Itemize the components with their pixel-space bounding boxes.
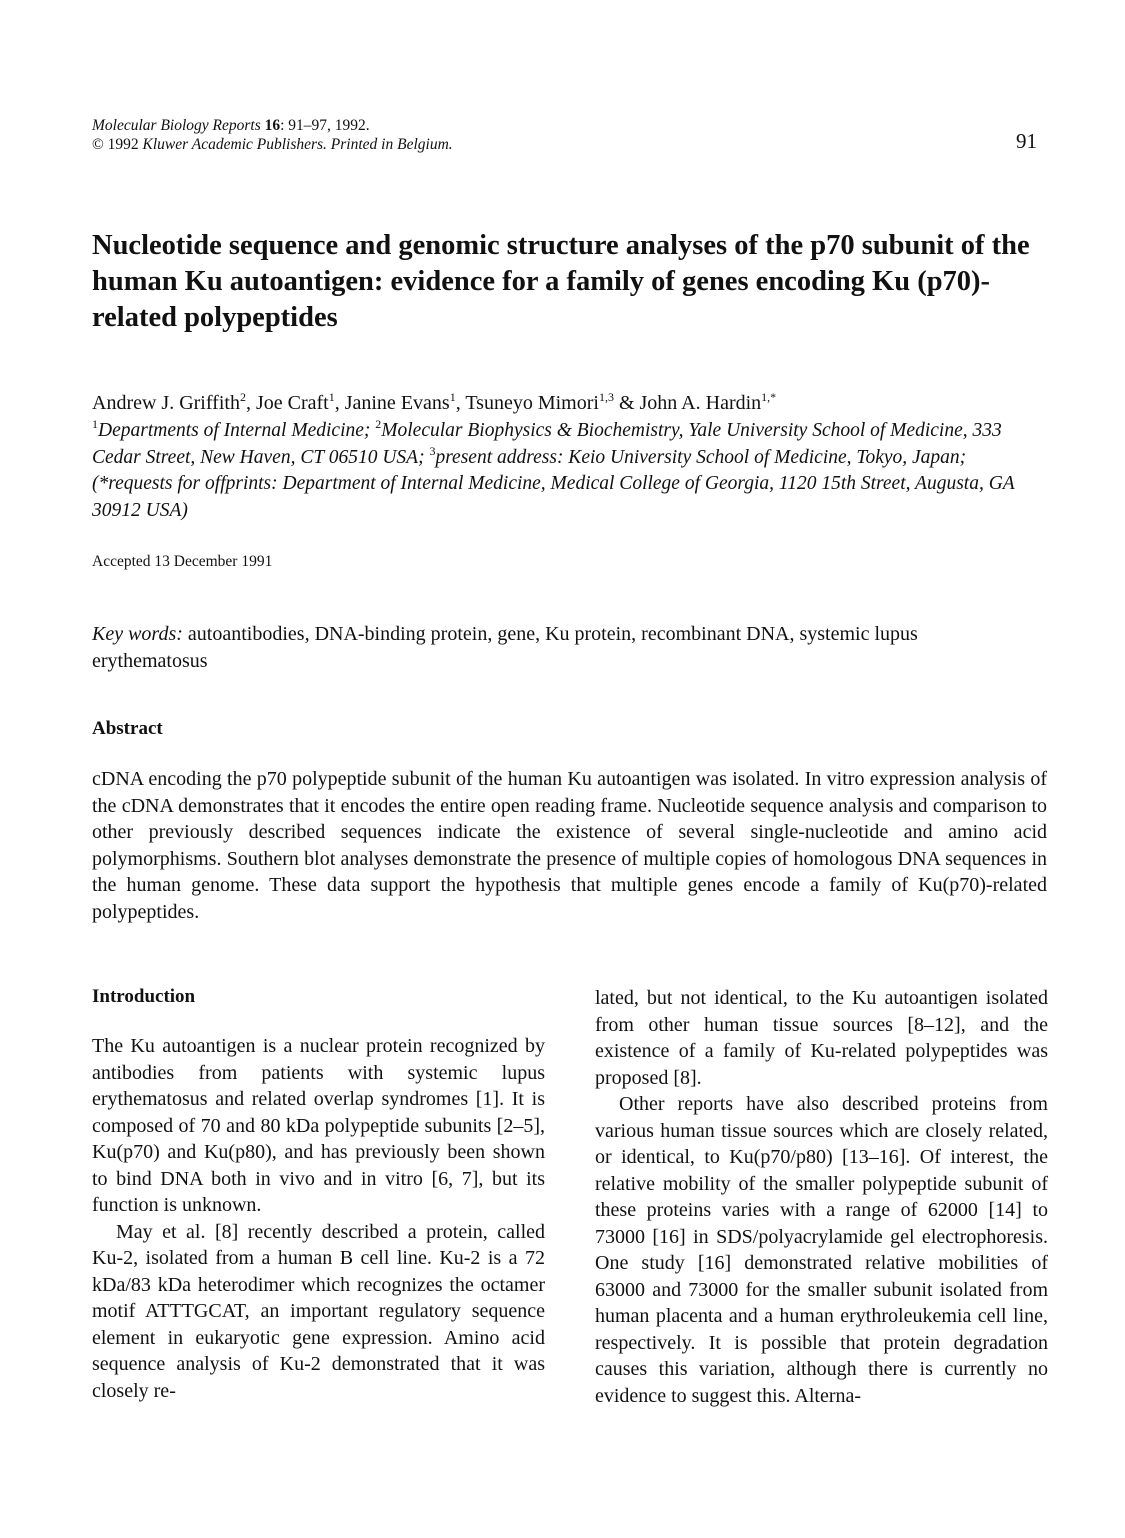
- body-column-right: [595, 985, 1048, 1409]
- affiliation-mark: 3: [429, 443, 436, 458]
- author-affiliation-mark: 1: [449, 390, 456, 404]
- body-paragraph: lated, but not identical, to the Ku autoantigen isolated from other human tissue sources [8–12], and the existence of a family of Ku-related polypeptides was proposed [8].: [595, 987, 1048, 1089]
- author-name: Joe Craft: [255, 392, 329, 414]
- body-paragraph: Other reports have also described proteins from various human tissue sources which are closely related, or identical, to Ku(p70/p80) [13–16]. Of interest, the relative mobility of the smaller polypeptide subunit of these proteins varies with a range of 62000 [14] to 73000 [16] in SDS/polyacrylamide gel electrophoresis. One study [16] demonstrated relative mobilities of 63000 and 73000 for the smaller subunit isolated from human placenta and a human erythroleukemia cell line, respectively. It is possible that protein degradation causes this variation, although there is currently no evidence to suggest this. Alterna-: [595, 1093, 1048, 1407]
- author-affiliation-mark: 1,3: [598, 390, 614, 404]
- author-name: Janine Evans: [344, 392, 450, 414]
- affiliation-text: Departments of Internal Medicine;: [98, 420, 376, 441]
- author-name: Tsuneyo Mimori: [465, 392, 599, 414]
- abstract-text: cDNA encoding the p70 polypeptide subunit of the human Ku autoantigen was isolated. In vitro expression analysis of the cDNA demonstrates that it encodes the entire open reading frame. Nucleotide sequence analysis and comparison to other previously described sequences indicate the existence of several single-nucleotide and amino acid polymorphisms. Southern blot analyses demonstrate the presence of multiple copies of homologous DNA sequences in the human genome. These data support the hypothesis that multiple genes encode a family of Ku(p70)-related polypeptides.: [92, 768, 1047, 923]
- author-affiliation-mark: 1,*: [761, 390, 777, 404]
- copyright-year: 1992: [107, 136, 139, 153]
- affiliation-mark: 2: [375, 417, 382, 431]
- affiliation-text: Molecular Biophysics & Biochemistry, Yale University School of Medicine, 333 Cedar Street, New Haven, CT 06510 USA;: [92, 420, 1002, 468]
- author-separator: ,: [245, 392, 256, 414]
- author-separator: ,: [455, 392, 466, 414]
- citation-line: [92, 116, 453, 135]
- author-list: [92, 390, 1042, 416]
- author-separator: &: [613, 392, 640, 414]
- body-paragraph: May et al. [8] recently described a protein, called Ku-2, isolated from a human B cell line. Ku-2 is a 72 kDa/83 kDa heterodimer which recognizes the octamer motif ATTTGCAT, an important regulatory sequence element in eukaryotic gene expression. Amino acid sequence analysis of Ku-2 demonstrated that it was closely re-: [92, 1220, 545, 1402]
- journal-name: Molecular Biology Reports: [92, 117, 261, 134]
- accepted-date: Accepted 13 December 1991: [92, 553, 273, 570]
- copyright-line: [92, 135, 453, 154]
- body-column-left: [92, 985, 545, 1404]
- affiliation-text: present address: Keio University School of Medicine, Tokyo, Japan; (*requests for offprints: Department of Internal Medicine, Medical College of Georgia, 1120 15th Street, Augusta, GA 30912 USA): [92, 446, 1015, 521]
- author-affiliation-mark: 1: [328, 390, 335, 404]
- page-number: 91: [1016, 129, 1037, 153]
- publisher: Kluwer Academic Publishers. Printed in Belgium.: [142, 136, 453, 153]
- author-name: Andrew J. Griffith: [92, 392, 240, 414]
- keywords-text: autoantibodies, DNA-binding protein, gene, Ku protein, recombinant DNA, systemic lupus erythematosus: [92, 623, 918, 672]
- abstract-heading: Abstract: [92, 718, 163, 739]
- author-separator: ,: [334, 392, 345, 414]
- keywords-label: Key words:: [92, 623, 183, 645]
- keywords: [92, 621, 1037, 675]
- article-title: Nucleotide sequence and genomic structure analyses of the p70 subunit of the human Ku autoantigen: evidence for a family of genes encoding Ku (p70)-related polypeptides: [92, 230, 1030, 333]
- introduction-heading: Introduction: [92, 986, 196, 1007]
- affiliations: [92, 418, 1042, 524]
- journal-pages-year: : 91–97, 1992.: [280, 117, 370, 134]
- journal-volume: 16: [264, 117, 281, 134]
- journal-header: [92, 116, 453, 154]
- affiliation-mark: 1: [92, 417, 98, 431]
- body-paragraph: The Ku autoantigen is a nuclear protein recognized by antibodies from patients with systemic lupus erythematosus and related overlap syndromes [1]. It is composed of 70 and 80 kDa polypeptide subunits [2–5], Ku(p70) and Ku(p80), and has previously been shown to bind DNA both in vivo and in vitro [6, 7], but its function is unknown.: [92, 1035, 545, 1216]
- author-affiliation-mark: 2: [239, 390, 246, 404]
- copyright-symbol: ©: [92, 136, 104, 153]
- author-name: John A. Hardin: [639, 392, 762, 414]
